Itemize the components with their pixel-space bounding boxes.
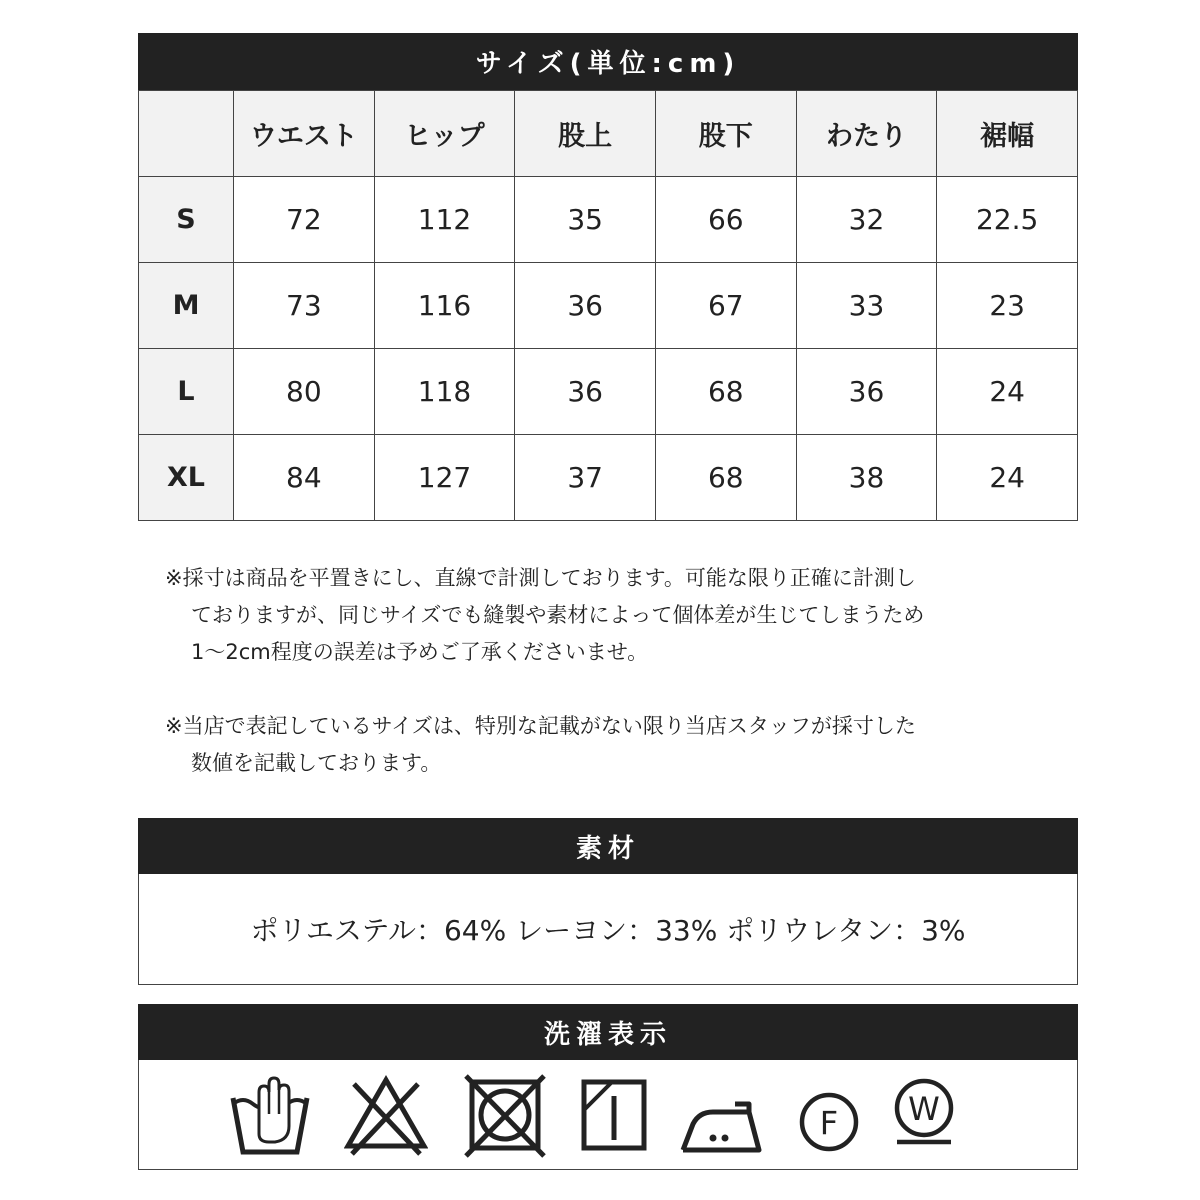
no-tumble-dry-icon	[464, 1070, 546, 1160]
table-header-cell: 股下	[655, 91, 796, 177]
size-label: M	[139, 263, 234, 349]
table-header-cell: ヒップ	[374, 91, 515, 177]
table-header-cell: わたり	[796, 91, 937, 177]
table-cell: 68	[655, 435, 796, 521]
table-header-cell: 股上	[515, 91, 656, 177]
table-cell: 23	[937, 263, 1078, 349]
table-cell: 33	[796, 263, 937, 349]
table-cell: 66	[655, 177, 796, 263]
size-note	[165, 708, 1065, 782]
table-cell: 38	[796, 435, 937, 521]
size-label: XL	[139, 435, 234, 521]
wet-clean-letter: W	[908, 1090, 940, 1128]
table-cell: 24	[937, 435, 1078, 521]
dry-clean-letter: F	[819, 1104, 839, 1142]
table-cell: 68	[655, 349, 796, 435]
iron-medium-icon	[679, 1070, 763, 1160]
table-header-row	[139, 91, 1078, 177]
size-section-title	[138, 33, 1078, 90]
care-icons-panel	[138, 1060, 1078, 1170]
table-cell: 67	[655, 263, 796, 349]
size-label: L	[139, 349, 234, 435]
table-header-cell	[139, 91, 234, 177]
table-cell: 118	[374, 349, 515, 435]
table-row	[139, 263, 1078, 349]
line-dry-shade-icon	[579, 1070, 649, 1160]
table-cell: 24	[937, 349, 1078, 435]
material-section-title	[138, 818, 1078, 874]
size-label: S	[139, 177, 234, 263]
wet-clean-w-icon	[889, 1070, 959, 1160]
note-line: ※採寸は商品を平置きにし、直線で計測しております。可能な限り正確に計測し	[165, 566, 916, 590]
no-bleach-icon	[344, 1070, 428, 1160]
note-line: 1〜2cm程度の誤差は予めご了承くださいませ。	[191, 640, 649, 664]
hand-wash-icon	[229, 1070, 311, 1160]
table-row	[139, 435, 1078, 521]
table-cell: 112	[374, 177, 515, 263]
table-row	[139, 349, 1078, 435]
size-title-text: サイズ(単位:cm)	[475, 49, 741, 79]
table-cell: 72	[234, 177, 375, 263]
table-cell: 127	[374, 435, 515, 521]
table-cell: 36	[515, 349, 656, 435]
table-cell: 84	[234, 435, 375, 521]
size-table	[138, 90, 1078, 521]
note-line: ておりますが、同じサイズでも縫製や素材によって個体差が生じてしまうため	[191, 603, 925, 627]
dry-clean-f-icon	[794, 1070, 864, 1160]
table-cell: 22.5	[937, 177, 1078, 263]
care-title-text: 洗濯表示	[543, 1019, 672, 1050]
material-text: ポリエステル：64% レーヨン：33% ポリウレタン：3%	[250, 914, 966, 947]
note-line: 数値を記載しております。	[191, 751, 442, 775]
table-row	[139, 177, 1078, 263]
table-cell: 116	[374, 263, 515, 349]
note-line: ※当店で表記しているサイズは、特別な記載がない限り当店スタッフが採寸した	[165, 714, 916, 738]
measurement-note	[165, 560, 1065, 671]
table-cell: 35	[515, 177, 656, 263]
table-cell: 73	[234, 263, 375, 349]
material-title-text: 素材	[575, 833, 640, 864]
table-header-cell: ウエスト	[234, 91, 375, 177]
care-section-title	[138, 1004, 1078, 1060]
table-cell: 80	[234, 349, 375, 435]
table-header-cell: 裾幅	[937, 91, 1078, 177]
table-cell: 36	[515, 263, 656, 349]
table-cell: 36	[796, 349, 937, 435]
table-cell: 37	[515, 435, 656, 521]
material-content	[138, 874, 1078, 985]
table-cell: 32	[796, 177, 937, 263]
